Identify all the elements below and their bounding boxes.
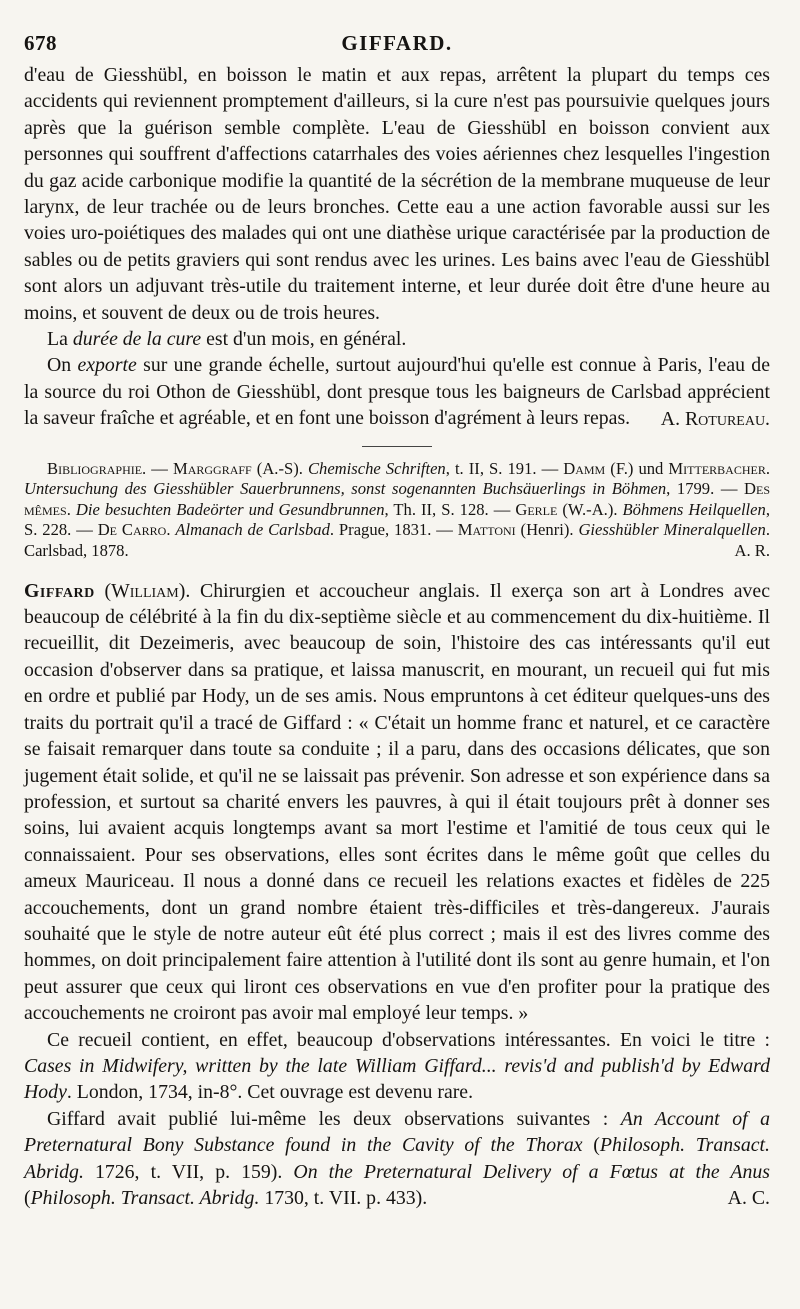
- giesshubl-article-end: [24, 62, 770, 432]
- divider: [362, 446, 432, 447]
- paragraph: La durée de la cure est d'un mois, en général.: [47, 328, 407, 351]
- headword: Giffard: [24, 579, 95, 602]
- author-signature: A. Rotureau.: [660, 407, 770, 430]
- running-header: [24, 30, 770, 56]
- paragraph: d'eau de Giesshübl, en boisson le matin et aux repas, arrêtent la plupart du temps ces accidents qui reviennent promptement d'ailleurs, si la cure n'est pas poursuivie quelques jours après que la guérison semble complète. L'eau de Giesshübl en boisson convient aux personnes qui souffrent d'affections catarrhales des voies aériennes chez lesquelles l'ingestion du gaz acide carbonique modifie la quantité de la sécrétion de la membrane muqueuse de leur larynx, de leur trachée ou de leurs bronches. Cette eau a une action favorable aussi sur les voies uro-poiétiques des malades qui ont une diathèse urique caractérisée par la production de sables ou de petits graviers qui sont rendus avec les urines. Les bains avec l'eau de Giesshübl sont alors un adjuvant très-utile du traitement interne, et leur durée doit être d'une heure au moins, et souvent de deux ou de trois heures.: [24, 64, 770, 324]
- bibliography-signature: A. R.: [734, 541, 770, 561]
- author-signature: A. C.: [727, 1187, 770, 1209]
- page-number: 678: [24, 31, 57, 55]
- running-title: GIFFARD.: [341, 31, 453, 55]
- giffard-article: [24, 578, 770, 1212]
- bibliography: [24, 459, 770, 562]
- paragraph: Ce recueil contient, en effet, beaucoup d'observations intéressantes. En voici le titre : Cases in Midwifery, written by the late William Giffard... revis'd and publish'd by Edward Hody. London, 1734, in-8°. Cet ouvrage est devenu rare.: [24, 1028, 770, 1104]
- paragraph: On exporte sur une grande échelle, surtout aujourd'hui qu'elle est connue à Paris, l'eau de la source du roi Othon de Giesshübl, dont presque tous les baigneurs de Carlsbad apprécient la saveur fraîche et agréable, et en font une boisson d'agrément à leurs repas.: [24, 354, 770, 430]
- paragraph: Giffard avait publié lui-même les deux observations suivantes : An Account of a Preternatural Bony Substance found in the Cavity of the Thorax (Philosoph. Transact. Abridg. 1726, t. VII, p. 159). On the Preternatural Delivery of a Fœtus at the Anus (Philosoph. Transact. Abridg. 1730, t. VII. p. 433). A. C.: [24, 1106, 770, 1212]
- paragraph: Giffard (William). Chirurgien et accoucheur anglais. Il exerça son art à Londres avec beaucoup de célébrité à la fin du dix-septième siècle et au commencement du dix-huitième. Il recueillit, dit Dezeimeris, avec beaucoup de soin, l'histoire des cas intéressants qu'il eut occasion d'observer dans sa pratique, et laissa manuscrit, en mourant, un recueil qui fut mis en ordre et publié par Hody, un de ses amis. Nous empruntons à cet éditeur quelques-uns des traits du portrait qu'il a tracé de Giffard : « C'était un homme franc et naturel, et ce caractère se faisait remarquer dans toute sa conduite ; il a paru, dans des occasions délicates, que son jugement était solide, et qu'il ne se laissait pas prévenir. Son adresse et son expérience dans sa profession, et surtout sa charité envers les pauvres, à qui il était toujours prêt à donner ses soins, lui avaient acquis longtemps avant sa mort l'estime et l'amitié de tous ceux qui le connaissaient. Pour ses observations, elles sont écrites dans le même goût que celles du ameux Mauriceau. Il nous a donné dans ce recueil les relations exactes et fidèles de 225 accouchements, dont un grand nombre étaient très-difficiles et très-dangereux. J'aurais souhaité que le style de notre auteur eût été plus correct ; mais il est des livres comme des hommes, on doit principalement faire attention à l'utilité dont ils sont au genre humain, et l'on peut assurer que ceux qui liront ces observations en vue d'en profiter pour la pratique des accouchements ne croiront pas avoir mal employé leur temps. »: [24, 579, 770, 1025]
- bibliography-entry: Bibliographie. — Marggraff (A.-S). Chemische Schriften, t. II, S. 191. — Damm (F.) und Mitterbacher. Untersuchung des Giesshübler Sauerbrunnens, sonst sogenannten Buchsäuerlings in Böhmen, 1799. — Des mêmes. Die besuchten Badeörter und Gesundbrunnen, Th. II, S. 128. — Gerle (W.-A.). Böhmens Heilquellen, S. 228. — De Carro. Almanach de Carlsbad. Prague, 1831. — Mattoni (Henri). Giesshübler Mineralquellen. Carlsbad, 1878. A. R.: [24, 458, 771, 561]
